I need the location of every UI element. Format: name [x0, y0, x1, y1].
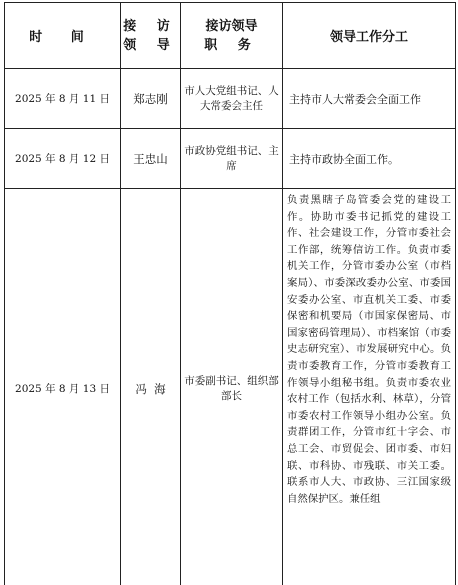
row-duty: 负责黑瞎子岛管委会党的建设工作。协助市委书记抓党的建设工作、社会建设工作，分管市委社会工作部，统筹信访工作。负责市委机关工作，分管市委办公室（市档案局）、市委深改委办公室、市委国安委办公室、市直机关工委、市委保密和机要局（市国家保密局、市国家密码管理局）、市档案馆（市委史志研究室）、市发展研究中心。负责市委教育工作，分管市委教育工作领导小组秘书组。负责市委农业农村工作（包括水利、林草），分管市委农村工作领导小组办公室。负责群团工作，分管市红十字会、市总工会、市贸促会、团市委、市妇联、市科协、市残联、市关工委。联系市人大、市政协、三江国家级自然保护区。兼任组	[283, 189, 456, 585]
table-header-row	[5, 3, 456, 69]
reception-schedule-table	[4, 2, 456, 585]
table-row	[5, 129, 456, 189]
row-leader-name: 冯 海	[121, 189, 181, 585]
row-date: 2025 年 8 月 12 日	[5, 129, 121, 189]
table-row	[5, 189, 456, 585]
row-duty: 主持市政协全面工作。	[283, 129, 456, 189]
header-leader: 接 访 领 导	[121, 3, 181, 69]
row-date: 2025 年 8 月 11 日	[5, 69, 121, 129]
row-leader-name: 王忠山	[121, 129, 181, 189]
row-leader-post: 市人大党组书记、人大常委会主任	[181, 69, 283, 129]
row-date: 2025 年 8 月 13 日	[5, 189, 121, 585]
row-leader-post: 市委副书记、组织部部长	[181, 189, 283, 585]
header-duty: 领导工作分工	[283, 3, 456, 69]
header-post: 接访领导 职 务	[181, 3, 283, 69]
row-leader-name: 郑志刚	[121, 69, 181, 129]
table-row	[5, 69, 456, 129]
row-duty: 主持市人大常委会全面工作	[283, 69, 456, 129]
row-leader-post: 市政协党组书记、主席	[181, 129, 283, 189]
header-time: 时 间	[5, 3, 121, 69]
